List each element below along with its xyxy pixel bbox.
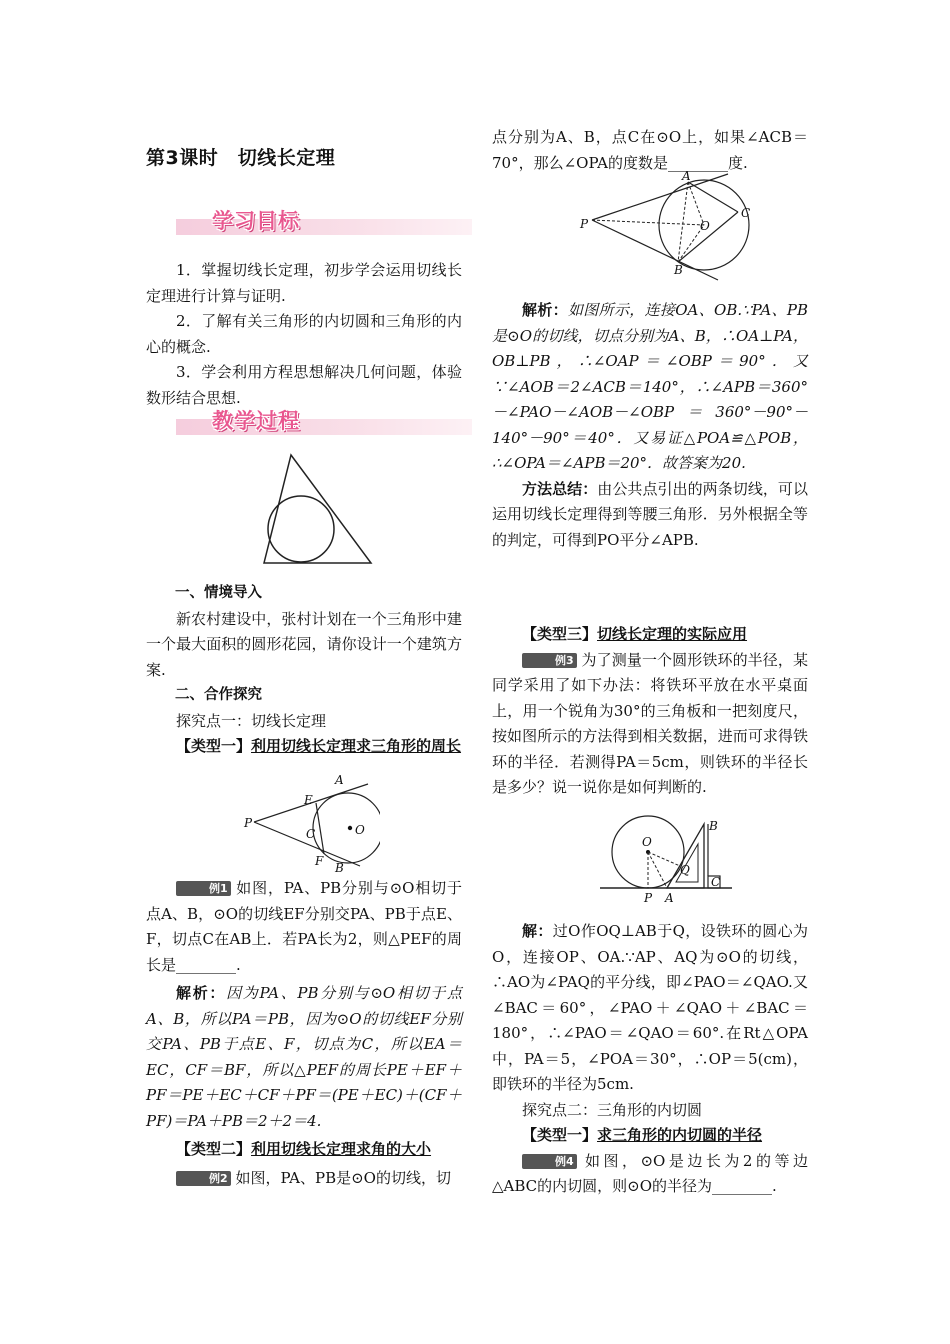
right-text-4 xyxy=(492,919,808,1200)
label-A: A xyxy=(665,891,674,905)
tangent-figure-2 xyxy=(578,170,758,290)
section-heading: 一、情境导入 xyxy=(175,585,262,601)
goals-banner xyxy=(176,205,472,235)
type-tag: 【类型三】 xyxy=(522,625,598,643)
example-2-text-cont: 点分别为A、B，点C在⊙O上，如果∠ACB＝70°，那么∠OPA的度数是________度. xyxy=(492,128,808,172)
type-title: 利用切线长定理求三角形的周长 xyxy=(251,737,462,755)
type-tag: 【类型二】 xyxy=(176,1140,252,1158)
ring-measure-figure xyxy=(598,814,738,906)
label-B: B xyxy=(709,819,718,833)
label-P: P xyxy=(244,816,253,830)
right-text-3 xyxy=(492,622,808,801)
label-B: B xyxy=(674,263,683,277)
method-summary: 由公共点引出的两条切线，可以运用切线长定理得到等腰三角形．另外根据全等的判定，可得到PO平分∠APB. xyxy=(492,479,808,549)
label-A: A xyxy=(682,170,691,183)
example-badge: 例4 xyxy=(522,1154,577,1169)
analysis-label: 解析： xyxy=(522,301,568,319)
label-C: C xyxy=(711,875,721,889)
goal-item: 2．了解有关三角形的内切圆和三角形的内心的概念. xyxy=(146,312,462,356)
example-badge: 例3 xyxy=(522,653,577,668)
example-4-text: 如图，⊙O是边长为2的等边△ABC的内切圆，则⊙O的半径为________. xyxy=(492,1151,808,1195)
explore-point-label: 探究点一：切线长定理 xyxy=(176,711,327,730)
example-3-text: 为了测量一个圆形铁环的半径，某同学采用了如下办法：将铁环平放在水平桌面上，用一个锐角为30°的三角板和一把刻度尺，按如图所示的方法得到相关数据，进而可求得铁环的半径．若测得PA＝5cm，则铁环的半径长是多少？说一说你是如何判断的. xyxy=(492,650,808,796)
label-B: B xyxy=(335,861,344,872)
type-title: 切线长定理的实际应用 xyxy=(597,625,748,643)
example-3-solution: 过O作OQ⊥AB于Q，设铁环的圆心为O，连接OP、OA.∵AP、AQ为⊙O的切线，∴AO为∠PAQ的平分线，即∠PAO＝∠QAO.又∠BAC＝60°，∠PAO＋∠QAO＋∠BAC＝180°，∴∠PAO＝∠QAO＝60°.在Rt△OPA中，PA＝5，∠POA＝30°，∴OP＝5(cm)，即铁环的半径为5cm. xyxy=(492,922,808,1093)
type-title: 求三角形的内切圆的半径 xyxy=(597,1126,763,1144)
incircle-triangle-figure xyxy=(258,450,378,570)
goal-item: 3．学会利用方程思想解决几何问题，体验数形结合思想. xyxy=(146,363,462,407)
label-O: O xyxy=(355,823,365,837)
type-title: 利用切线长定理求角的大小 xyxy=(251,1140,432,1158)
type-tag: 【类型一】 xyxy=(522,1126,598,1144)
label-C: C xyxy=(741,206,751,220)
label-A: A xyxy=(335,773,344,787)
label-O: O xyxy=(642,835,652,849)
process-banner-text: 教学过程 xyxy=(212,409,300,433)
right-text-1 xyxy=(492,125,808,176)
page-title: 第3课时 切线长定理 xyxy=(146,147,336,169)
label-O: O xyxy=(700,219,710,233)
process-banner xyxy=(176,405,472,435)
section-heading: 二、合作探究 xyxy=(175,687,262,703)
solution-label: 解： xyxy=(522,922,553,940)
tangent-figure-1 xyxy=(240,772,380,872)
label-Q: Q xyxy=(680,863,690,877)
left-text-1 xyxy=(146,581,462,760)
right-text-2 xyxy=(492,298,808,553)
label-P: P xyxy=(580,217,589,231)
example-2-text-start: 如图，PA、PB是⊙O的切线，切 xyxy=(235,1168,451,1187)
label-C: C xyxy=(306,827,316,841)
label-P: P xyxy=(644,891,653,905)
example-1-analysis: 因为PA、PB分别与⊙O相切于点A、B，所以PA＝PB，因为⊙O的切线EF分别交PA、PB于点E、F，切点为C，所以EA＝EC，CF＝BF，所以△PEF的周长PE＋EF＋PF＝PE＋EC＋CF＋PF＝(PE＋EC)＋(CF＋PF)＝PA＋PB＝2＋2＝4. xyxy=(146,984,462,1130)
label-F: F xyxy=(315,854,324,868)
intro-paragraph: 新农村建设中，张村计划在一个三角形中建一个最大面积的圆形花园，请你设计一个建筑方案. xyxy=(146,609,462,679)
analysis-label: 解析： xyxy=(176,984,227,1002)
example-1-text: 如图，PA、PB分别与⊙O相切于点A、B，⊙O的切线EF分别交PA、PB于点E、F，切点C在AB上．若PA长为2，则△PEF的周长是________. xyxy=(146,879,462,974)
explore-point-label: 探究点二：三角形的内切圆 xyxy=(522,1100,703,1119)
summary-label: 方法总结： xyxy=(522,479,598,498)
type-tag: 【类型一】 xyxy=(176,737,252,755)
example-badge: 例1 xyxy=(176,881,231,896)
example-2-analysis: 如图所示，连接OA、OB.∵PA、PB是⊙O的切线，切点分别为A、B，∴OA⊥PA，OB⊥PB，∴∠OAP＝∠OBP＝90°．又∵∠AOB＝2∠ACB＝140°，∴∠APB＝360°－∠PAO－∠AOB－∠OBP＝360°－90°－140°－90°＝40°．又易证△POA≌△POB，∴∠OPA＝∠APB＝20°．故答案为20. xyxy=(492,301,808,472)
goal-item: 1．掌握切线长定理，初步学会运用切线长定理进行计算与证明. xyxy=(146,261,462,305)
example-badge: 例2 xyxy=(176,1171,231,1186)
left-text-2 xyxy=(146,876,462,1191)
goals-list xyxy=(146,258,462,411)
label-E: E xyxy=(304,793,313,807)
goals-banner-text: 学习目标 xyxy=(212,209,300,233)
